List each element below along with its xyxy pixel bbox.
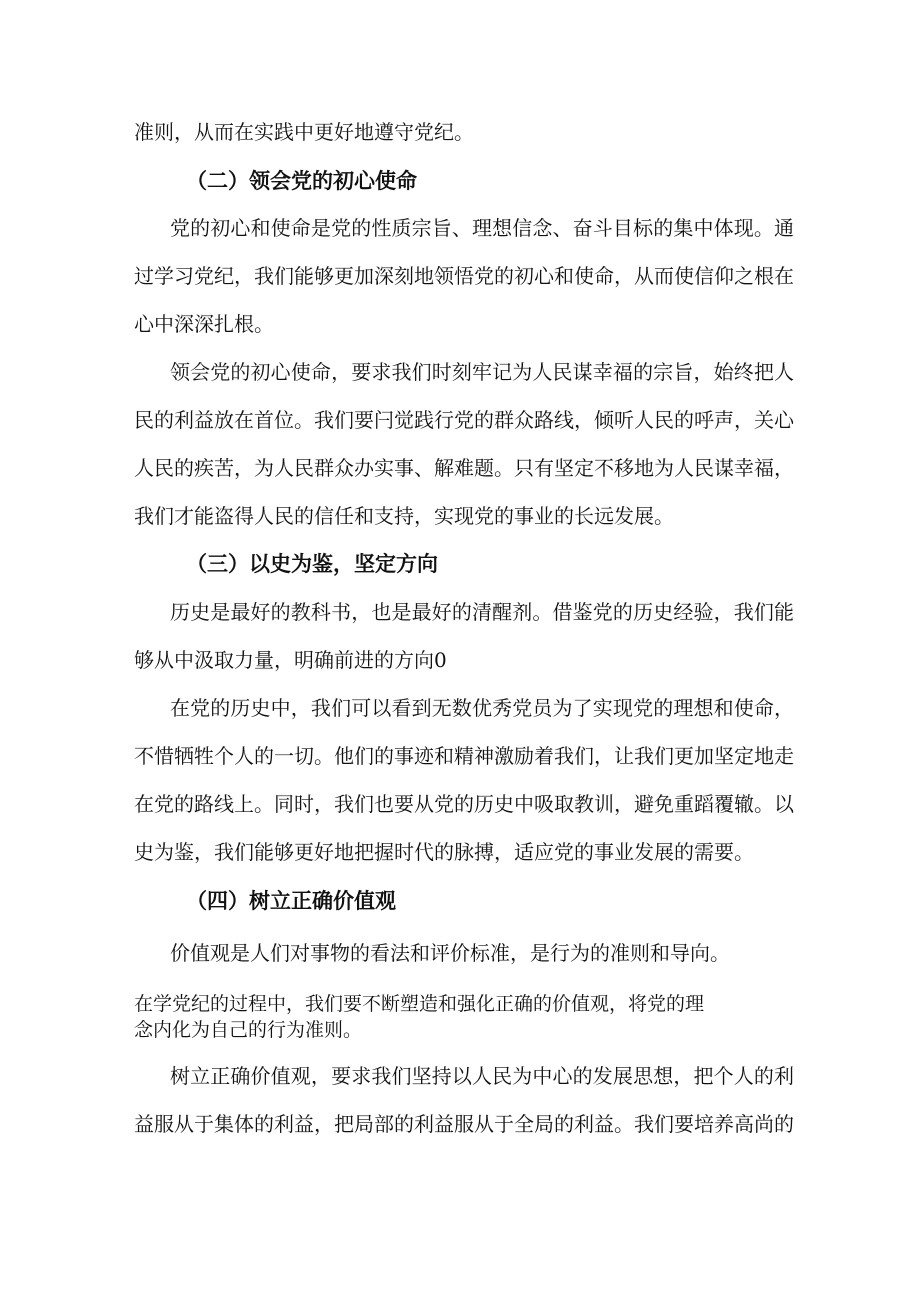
section-heading-4: （四）树立正确价值观 (186, 889, 396, 913)
paragraph-mission-detail: 领会党的初心使命，要求我们时刻牢记为人民谋幸福的宗旨，始终把人民的利益放在首位。我们要闩觉践行党的群众路线，倾听人民的呼声，关心人民的疾苦，为人民群众办实事、解难题。只有坚定不移地为人民谋幸福，我们才能盗得人民的信任和支持，实现党的事业的长远发展。 (134, 360, 794, 528)
paragraph-values-line-2: 念内化为自己的行为准则。 (134, 1019, 363, 1041)
paragraph-continuation: 准则，从而在实践中更好地遵守党纪。 (134, 120, 474, 144)
paragraph-history-intro: 历史是最好的教科书，也是最好的清醒剂。借鉴党的历史经验，我们能够从中汲取力量，明确前进的方向0 (134, 600, 794, 672)
paragraph-values-line-1: 在学党纪的过程中，我们要不断塑造和强化正确的价值观，将党的理 (134, 993, 705, 1015)
section-heading-3: （三）以史为鉴，坚定方向 (186, 552, 438, 576)
paragraph-history-detail: 在党的历史中，我们可以看到无数优秀党员为了实现党的理想和使命，不惜牺牲个人的一切。他们的事迹和精神激励着我们，让我们更加坚定地走在党的路线上。同时，我们也要从党的历史中吸取教训，避免重蹈覆辙。以史为鉴，我们能够更好地把握时代的脉搏，适应党的事业发展的需要。 (134, 696, 794, 864)
paragraph-values-detail: 树立正确价值观，要求我们坚持以人民为中心的发展思想，把个人的利益服从于集体的利益，把局部的利益服从于全局的利益。我们要培养高尚的 (134, 1064, 794, 1136)
paragraph-mission-intro: 党的初心和使命是党的性质宗旨、理想信念、奋斗目标的集中体现。通过学习党纪，我们能够更加深刻地领悟党的初心和使命，从而使信仰之根在心中深深扎根。 (134, 216, 794, 336)
paragraph-values-intro: 价值观是人们对事物的看法和评价标准，是行为的准则和导向。 (170, 941, 730, 965)
section-heading-2: （二）领会党的初心使命 (186, 169, 417, 193)
